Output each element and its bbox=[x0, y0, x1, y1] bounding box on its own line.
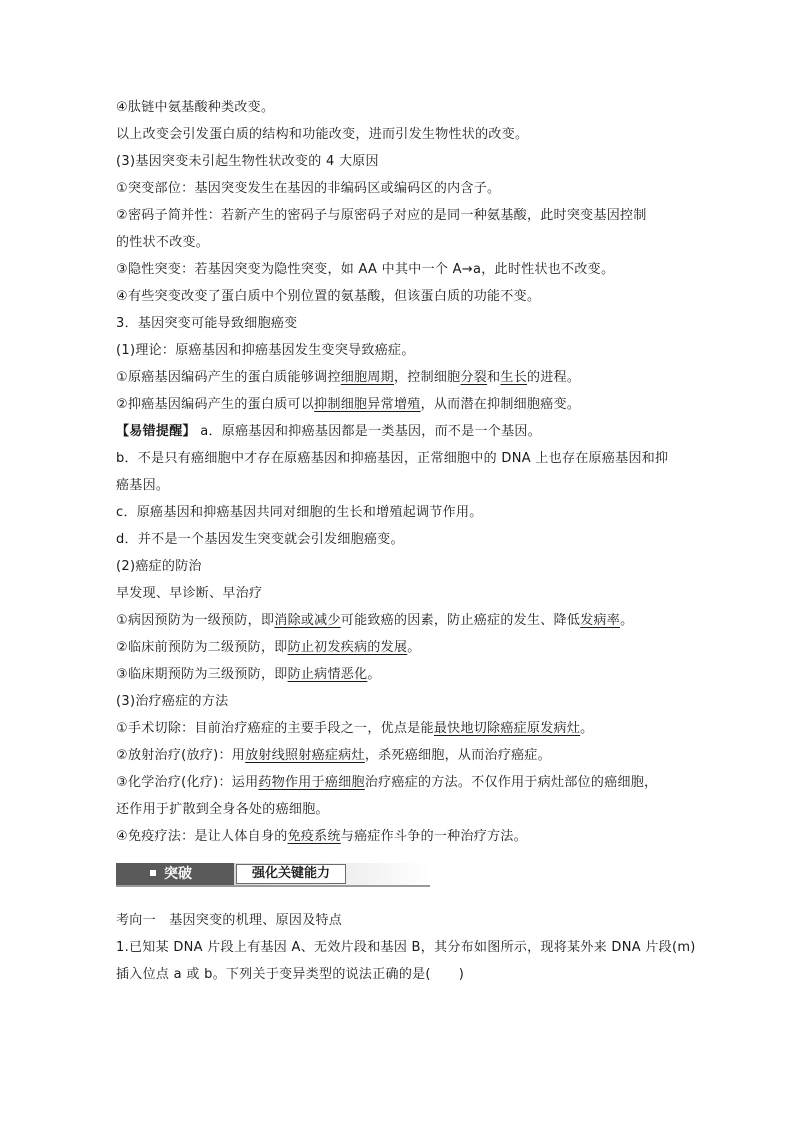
text-span: 可能致癌的因素，防止癌症的发生、降低 bbox=[340, 613, 581, 628]
underlined-term: 放射线照射癌症病灶 bbox=[245, 748, 365, 763]
text-line bbox=[116, 661, 686, 688]
text-span: 治疗癌症的方法。不仅作用于病灶部位的癌细胞， bbox=[364, 775, 658, 790]
text-span: a．原癌基因和抑癌基因都是一类基因，而不是一个基因。 bbox=[195, 424, 542, 439]
text-line: ①突变部位：基因突变发生在基因的非编码区或编码区的内含子。 bbox=[116, 181, 501, 196]
underlined-term: 抑制细胞异常增殖 bbox=[314, 397, 421, 412]
text-span: ，控制细胞 bbox=[393, 370, 461, 385]
banner-rule bbox=[116, 885, 430, 887]
underlined-term: 消除或减少 bbox=[274, 613, 341, 628]
text-span: ，杀死癌细胞，从而治疗癌症。 bbox=[364, 748, 552, 763]
text-line: ④肽链中氨基酸种类改变。 bbox=[116, 100, 275, 115]
subheading: (1)理论：原癌基因和抑癌基因发生变突导致癌症。 bbox=[116, 343, 415, 358]
section-banner bbox=[116, 863, 430, 887]
underlined-term: 最快地切除癌症原发病灶 bbox=[433, 721, 581, 736]
text-span: ①病因预防为一级预防，即 bbox=[116, 613, 275, 628]
document-content bbox=[116, 94, 696, 988]
text-line: c．原癌基因和抑癌基因共同对细胞的生长和增殖起调节作用。 bbox=[116, 505, 483, 520]
underlined-term: 生长 bbox=[500, 370, 528, 385]
text-line bbox=[116, 823, 686, 850]
text-line bbox=[116, 607, 686, 634]
text-span: ②抑癌基因编码产生的蛋白质可以 bbox=[116, 397, 315, 412]
text-span: ) bbox=[458, 967, 465, 982]
text-span: ，从而潜在抑制细胞癌变。 bbox=[420, 397, 581, 412]
text-span: 的进程。 bbox=[527, 370, 581, 385]
text-line: ②密码子简并性：若新产生的密码子与原密码子对应的是同一种氨基酸，此时突变基因控制 bbox=[116, 208, 647, 223]
text-span: 与癌症作斗争的一种治疗方法。 bbox=[340, 829, 527, 844]
subheading: (3)治疗癌症的方法 bbox=[116, 694, 229, 709]
text-span: 。 bbox=[620, 613, 634, 628]
text-span: 。 bbox=[580, 721, 594, 736]
text-line: 还作用于扩散到全身各处的癌细胞。 bbox=[116, 802, 329, 817]
text-span: 插入位点 a 或 b。下列关于变异类型的说法正确的是( bbox=[116, 967, 431, 982]
text-span: ①原癌基因编码产生的蛋白质能够调控 bbox=[116, 370, 341, 385]
text-line bbox=[116, 715, 686, 742]
text-span: 。 bbox=[367, 667, 381, 682]
text-line: d．并不是一个基因发生突变就会引发细胞癌变。 bbox=[116, 532, 404, 547]
text-line: 的性状不改变。 bbox=[116, 235, 210, 250]
text-line bbox=[116, 391, 686, 418]
banner-label: 突破 bbox=[164, 866, 192, 882]
text-span: ①手术切除：目前治疗癌症的主要手段之一，优点是能 bbox=[116, 721, 434, 736]
text-line: ③隐性突变：若基因突变为隐性突变，如 AA 中其中一个 A→a，此时性状也不改变。 bbox=[116, 262, 615, 277]
underlined-term: 免疫系统 bbox=[287, 829, 341, 844]
question-heading: 考向一 基因突变的机理、原因及特点 bbox=[116, 913, 343, 928]
banner-dark-block bbox=[116, 863, 234, 885]
underlined-term: 药物作用于癌细胞 bbox=[258, 775, 365, 790]
text-line: b．不是只有癌细胞中才存在原癌基因和抑癌基因，正常细胞中的 DNA 上也存在原癌基因和抑 bbox=[116, 451, 669, 466]
text-span: ③化学治疗(化疗)：运用 bbox=[116, 775, 259, 790]
text-span: ③临床期预防为三级预防，即 bbox=[116, 667, 288, 682]
text-line bbox=[116, 769, 686, 796]
text-line bbox=[116, 634, 686, 661]
subheading: (3)基因突变未引起生物性状改变的 4 大原因 bbox=[116, 154, 379, 169]
text-line: 癌基因。 bbox=[116, 478, 170, 493]
text-line: ④有些突变改变了蛋白质中个别位置的氨基酸，但该蛋白质的功能不变。 bbox=[116, 289, 541, 304]
text-span: ②放射治疗(放疗)：用 bbox=[116, 748, 246, 763]
underlined-term: 防止初发疾病的发展 bbox=[287, 640, 408, 655]
text-line bbox=[116, 364, 686, 391]
text-line bbox=[116, 742, 686, 769]
text-span: 。 bbox=[407, 640, 421, 655]
underlined-term: 分裂 bbox=[460, 370, 488, 385]
tip-tag: 【易错提醒】 bbox=[116, 424, 196, 439]
text-span: ②临床前预防为二级预防，即 bbox=[116, 640, 288, 655]
section-heading: 3．基因突变可能导致细胞癌变 bbox=[116, 316, 298, 331]
banner-box-label: 强化关键能力 bbox=[236, 864, 346, 884]
underlined-term: 细胞周期 bbox=[340, 370, 394, 385]
question-text: 1.已知某 DNA 片段上有基因 A、无效片段和基因 B，其分布如图所示，现将某外来 DNA 片段(m) bbox=[116, 940, 696, 955]
text-line: 早发现、早诊断、早治疗 bbox=[116, 586, 263, 601]
text-span: 和 bbox=[487, 370, 501, 385]
underlined-term: 发病率 bbox=[580, 613, 621, 628]
square-bullet-icon bbox=[150, 870, 156, 876]
underlined-term: 防止病情恶化 bbox=[287, 667, 368, 682]
text-line: 以上改变会引发蛋白质的结构和功能改变，进而引发生物性状的改变。 bbox=[116, 127, 529, 142]
subheading: (2)癌症的防治 bbox=[116, 559, 202, 574]
question-text bbox=[116, 961, 686, 988]
text-line bbox=[116, 418, 686, 445]
text-span: ④免疫疗法：是让人体自身的 bbox=[116, 829, 288, 844]
